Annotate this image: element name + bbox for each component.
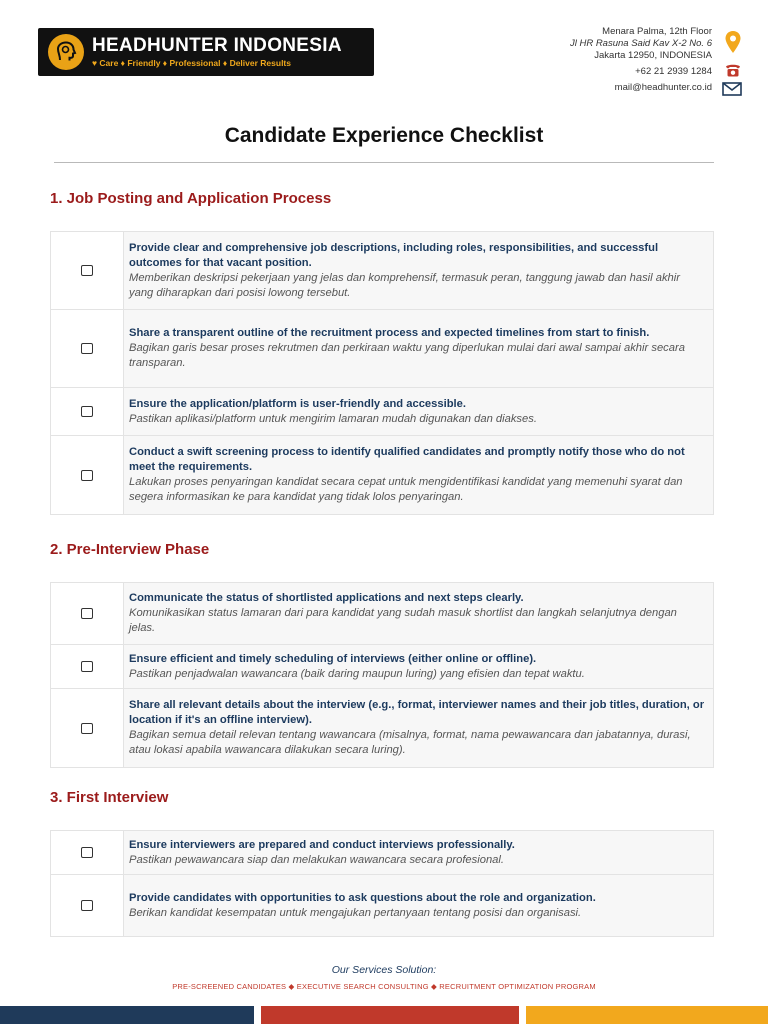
checkbox[interactable] bbox=[81, 265, 93, 276]
item-text bbox=[124, 583, 713, 644]
checklist-row bbox=[51, 831, 713, 875]
checkbox-cell bbox=[51, 436, 124, 514]
footer-bar-orange bbox=[526, 1006, 768, 1024]
footer-services: PRE-SCREENED CANDIDATES ◆ EXECUTIVE SEARCH CONSULTING ◆ RECRUITMENT OPTIMIZATION PROGRAM bbox=[172, 982, 596, 991]
contact-block bbox=[502, 26, 752, 106]
checklist-row bbox=[51, 436, 713, 514]
item-text bbox=[124, 645, 713, 688]
checkbox-cell bbox=[51, 310, 124, 387]
address-line: Jl HR Rasuna Said Kav X-2 No. 6 bbox=[569, 38, 712, 49]
section-heading: 2. Pre-Interview Phase bbox=[50, 541, 210, 558]
item-english: Ensure efficient and timely scheduling of interviews (either online or offline). bbox=[129, 652, 537, 665]
checklist-row bbox=[51, 875, 713, 936]
item-indonesian: Bagikan semua detail relevan tentang wawancara (misalnya, format, nama pewawancara dan jabatannya, durasi, atau lokasi apabila wawancara dilakukan secara luring). bbox=[129, 729, 691, 756]
checkbox-cell bbox=[51, 831, 124, 874]
address-line: Menara Palma, 12th Floor bbox=[602, 26, 712, 37]
item-text bbox=[124, 689, 713, 767]
footer-bar-red bbox=[261, 1006, 519, 1024]
item-english: Provide clear and comprehensive job descriptions, including roles, responsibilities, and successful outcomes for that vacant position. bbox=[129, 241, 659, 269]
checkbox-cell bbox=[51, 689, 124, 767]
head-icon bbox=[48, 34, 84, 70]
telephone-icon bbox=[724, 62, 742, 78]
item-english: Provide candidates with opportunities to ask questions about the role and organization. bbox=[129, 891, 596, 904]
item-indonesian: Bagikan garis besar proses rekrutmen dan perkiraan waktu yang diperlukan mulai dari awal sampai akhir secara transparan. bbox=[129, 342, 685, 369]
section-heading: 3. First Interview bbox=[50, 789, 169, 806]
brand-tagline: ♥ Care ♦ Friendly ♦ Professional ♦ Deliver Results bbox=[92, 58, 291, 68]
address bbox=[570, 26, 712, 62]
phone-number: +62 21 2939 1284 bbox=[635, 66, 712, 77]
item-indonesian: Pastikan pewawancara siap dan melakukan wawancara secara profesional. bbox=[129, 853, 504, 866]
item-english: Share all relevant details about the interview (e.g., format, interviewer names and their job titles, duration, or location if it's an offline interview). bbox=[129, 699, 705, 726]
checkbox[interactable] bbox=[81, 608, 93, 619]
checkbox[interactable] bbox=[81, 343, 93, 354]
checkbox-cell bbox=[51, 232, 124, 309]
item-text bbox=[124, 831, 713, 874]
address-line: Jakarta 12950, INDONESIA bbox=[594, 50, 712, 61]
item-indonesian: Komunikasikan status lamaran dari para kandidat yang sudah masuk shortlist dan langkah selanjutnya dengan jelas. bbox=[129, 607, 677, 634]
checklist-row bbox=[51, 310, 713, 388]
checklist-row bbox=[51, 645, 713, 689]
item-indonesian: Pastikan aplikasi/platform untuk mengirim lamaran mudah digunakan dan diakses. bbox=[129, 412, 537, 425]
section-heading: 1. Job Posting and Application Process bbox=[50, 190, 332, 207]
item-english: Share a transparent outline of the recruitment process and expected timelines from start to finish. bbox=[129, 327, 650, 339]
brand-name: HEADHUNTER INDONESIA bbox=[92, 35, 342, 56]
checkbox[interactable] bbox=[81, 723, 93, 734]
page-title: Candidate Experience Checklist bbox=[224, 124, 544, 147]
title-divider bbox=[54, 162, 714, 163]
item-text bbox=[124, 436, 713, 514]
email-address[interactable]: mail@headhunter.co.id bbox=[614, 82, 712, 93]
item-text bbox=[124, 232, 713, 309]
checkbox-cell bbox=[51, 583, 124, 644]
checkbox-cell bbox=[51, 875, 124, 936]
item-text bbox=[124, 875, 713, 936]
checklist-row bbox=[51, 232, 713, 310]
checkbox[interactable] bbox=[81, 847, 93, 858]
checkbox[interactable] bbox=[81, 661, 93, 672]
checkbox[interactable] bbox=[81, 900, 93, 911]
footer-bar-navy bbox=[0, 1006, 254, 1024]
item-text bbox=[124, 310, 713, 387]
footer-title: Our Services Solution: bbox=[331, 964, 437, 976]
item-indonesian: Berikan kandidat kesempatan untuk mengajukan pertanyaan tentang posisi dan organisasi. bbox=[129, 906, 582, 919]
checkbox-cell bbox=[51, 388, 124, 435]
item-english: Ensure interviewers are prepared and conduct interviews professionally. bbox=[129, 838, 515, 851]
item-english: Conduct a swift screening process to identify qualified candidates and promptly notify those who do not meet the requirements. bbox=[129, 446, 685, 473]
item-english: Communicate the status of shortlisted applications and next steps clearly. bbox=[129, 592, 524, 604]
item-indonesian: Memberikan deskripsi pekerjaan yang jelas dan komprehensif, termasuk peran, tanggung jawab dan hasil akhir yang diharapkan dari posisi lowong tersebut. bbox=[129, 271, 680, 299]
checklist-table bbox=[50, 830, 714, 937]
envelope-icon bbox=[722, 82, 742, 96]
checklist-row bbox=[51, 388, 713, 436]
checklist-table bbox=[50, 582, 714, 768]
item-english: Ensure the application/platform is user-friendly and accessible. bbox=[129, 397, 466, 410]
brand-logo bbox=[38, 28, 374, 76]
checklist-row bbox=[51, 689, 713, 767]
item-indonesian: Lakukan proses penyaringan kandidat secara cepat untuk mengidentifikasi kandidat yang memenuhi syarat dan segera informasikan ke para kandidat yang tidak lolos penyaringan. bbox=[129, 476, 683, 503]
checklist-table bbox=[50, 231, 714, 515]
item-text bbox=[124, 388, 713, 435]
location-pin-icon bbox=[724, 30, 742, 54]
checklist-row bbox=[51, 583, 713, 645]
item-indonesian: Pastikan penjadwalan wawancara (baik daring maupun luring) yang efisien dan tepat waktu. bbox=[129, 667, 585, 680]
checkbox[interactable] bbox=[81, 470, 93, 481]
checkbox[interactable] bbox=[81, 406, 93, 417]
checkbox-cell bbox=[51, 645, 124, 688]
